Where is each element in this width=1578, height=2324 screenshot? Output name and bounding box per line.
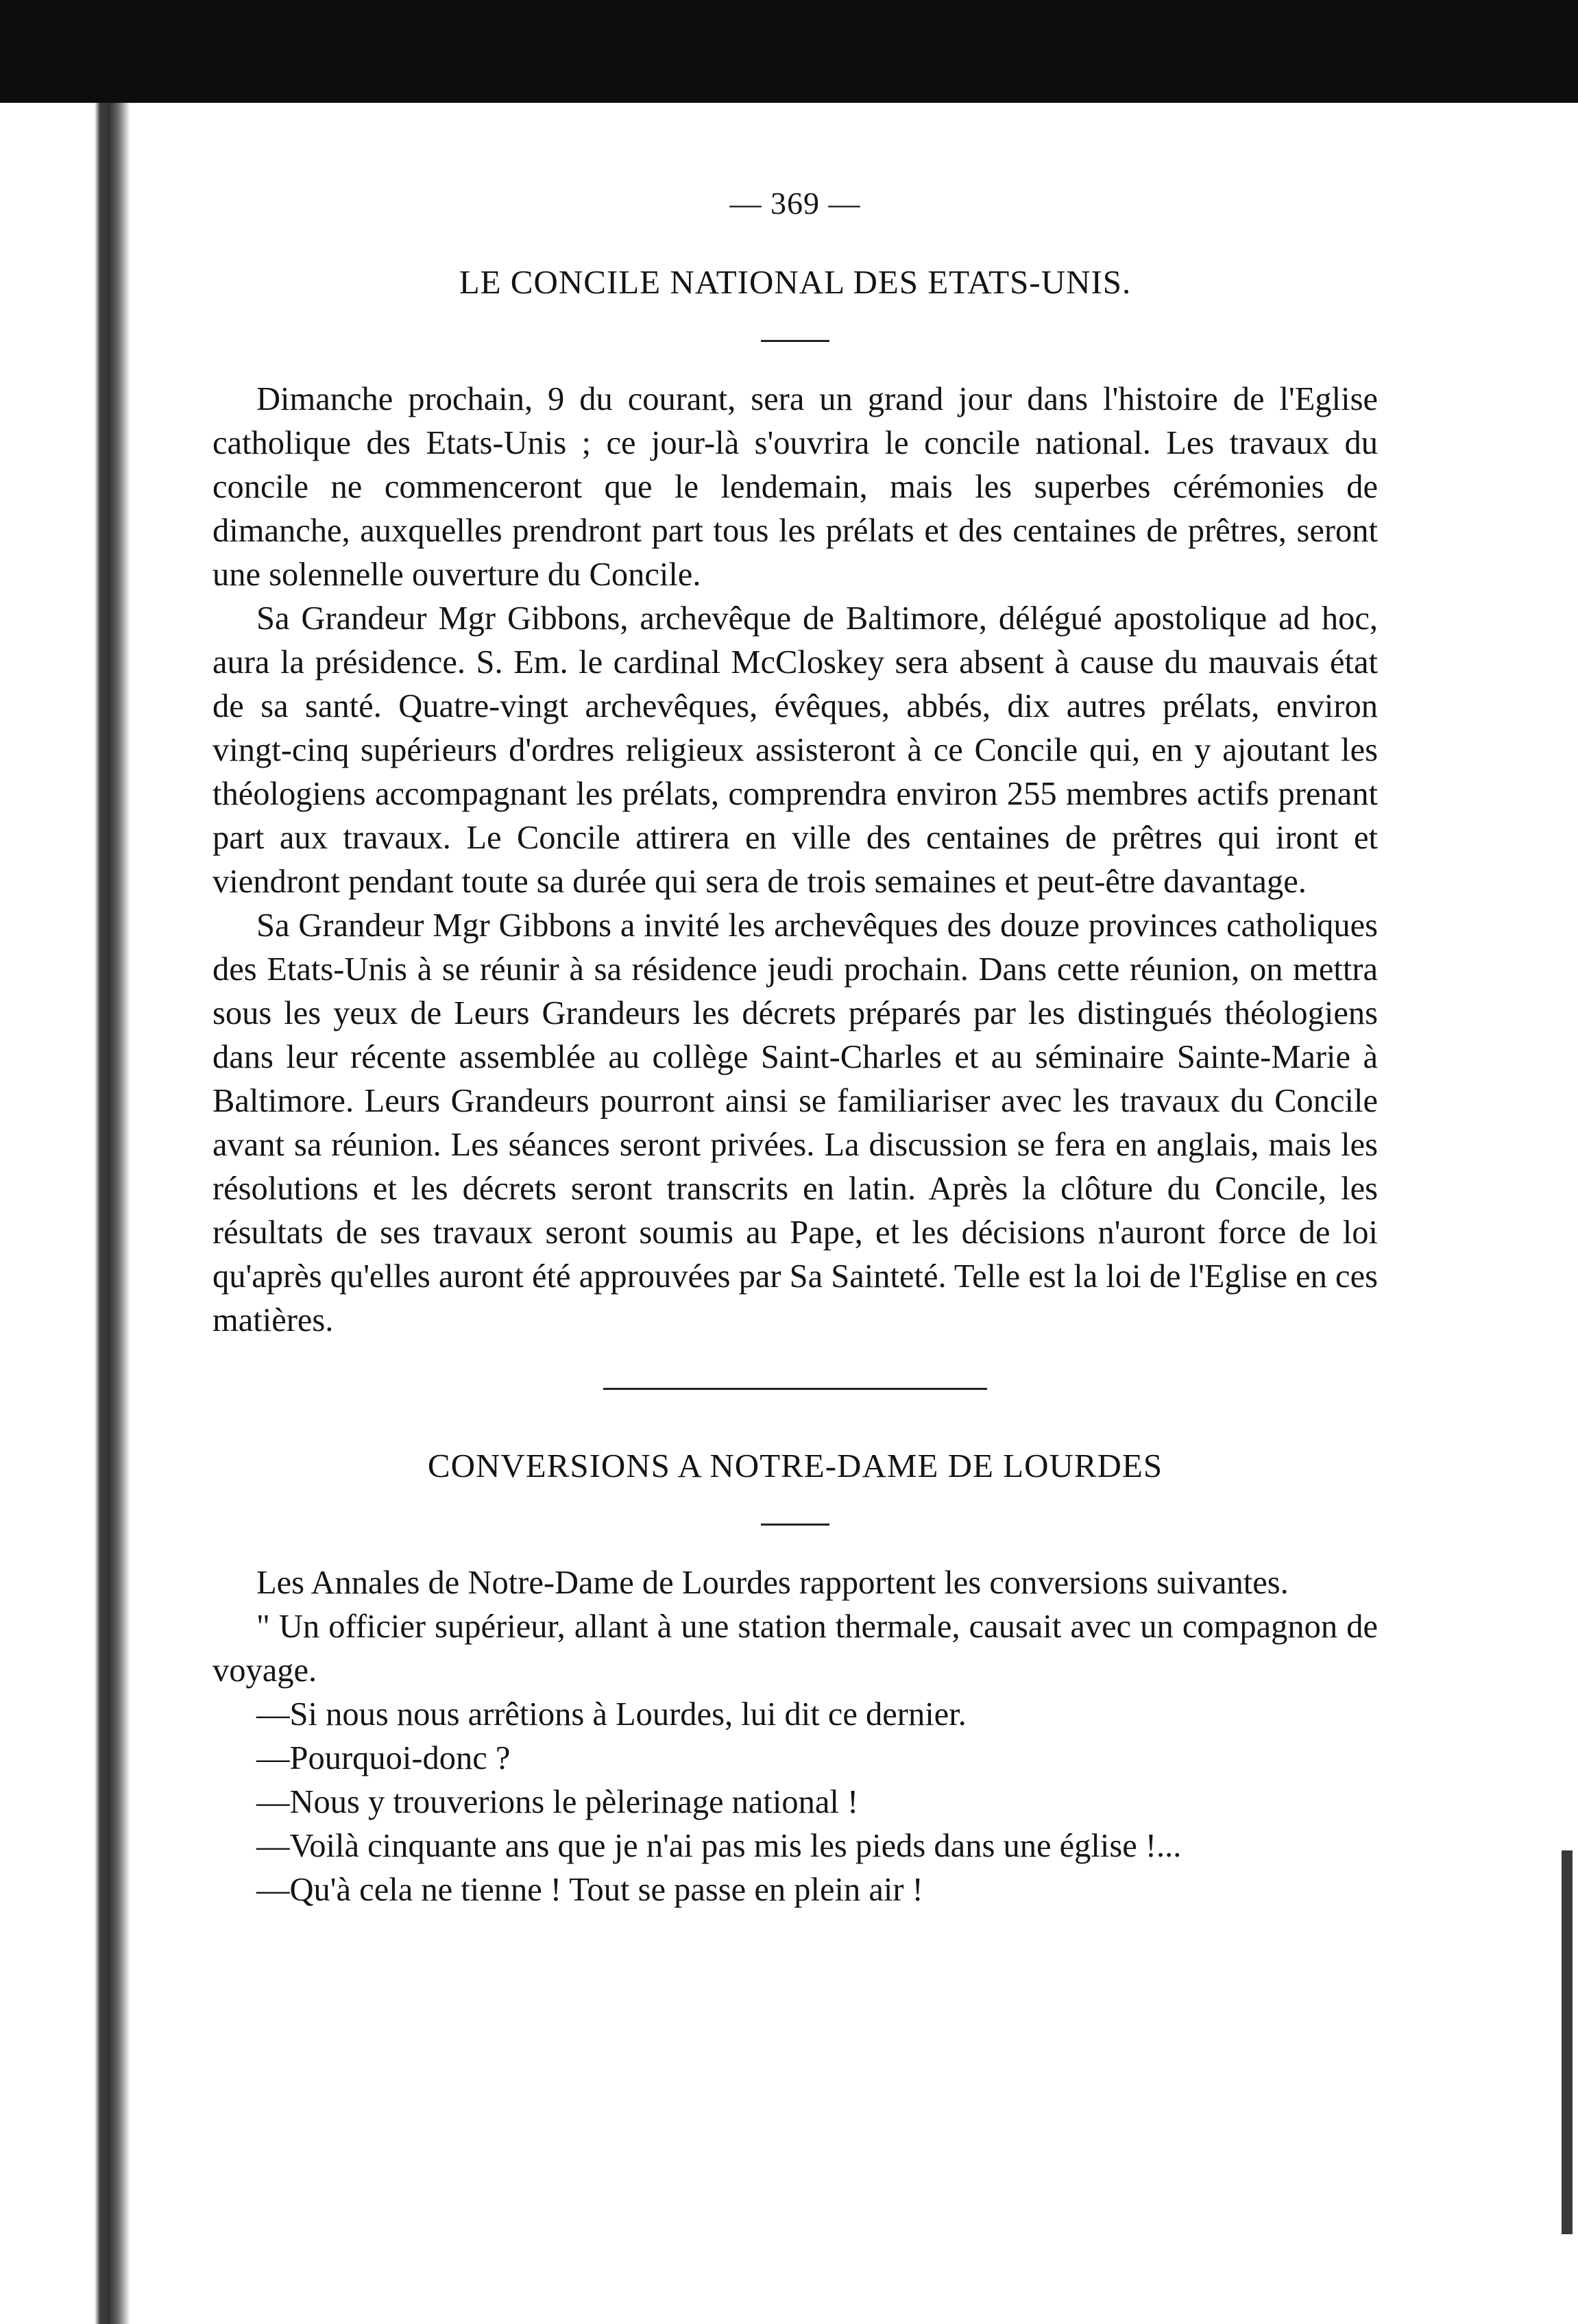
dialogue-line: —Pourquoi-donc ?	[256, 1740, 511, 1776]
paragraph: Sa Grandeur Mgr Gibbons, archevêque de Baltimore, délégué apostolique ad hoc, aura la présidence. S. Em. le cardinal McCloskey sera absent à cause du mauvais état de sa santé. Quatre-vingt archevêques, évêques, abbés, dix autres prélats, environ vingt-cinq supérieurs d'ordres religieux assisteront à ce Concile qui, en y ajoutant les théologiens accompagnant les prélats, comprendra environ 255 membres actifs prenant part aux travaux. Le Concile attirera en ville des centaines de prêtres qui iront et viendront pendant toute sa durée qui sera de trois semaines et peut-être davantage.	[213, 600, 1378, 900]
dialogue-line: —Nous y trouverions le pèlerinage national !	[256, 1784, 859, 1820]
paragraph: Les Annales de Notre-Dame de Lourdes rapportent les conversions suivantes.	[256, 1565, 1289, 1601]
page-number: — 369 —	[729, 186, 861, 221]
section-divider	[603, 1388, 987, 1390]
article-concile	[213, 262, 1378, 1343]
paragraph: Dimanche prochain, 9 du courant, sera un grand jour dans l'histoire de l'Eglise catholique des Etats-Unis ; ce jour-là s'ouvrira le concile national. Les travaux du concile ne commenceront que le lendemain, mais les superbes cérémonies de dimanche, auxquelles prendront part tous les prélats et des centaines de prêtres, seront une solennelle ouverture du Concile.	[213, 381, 1378, 593]
article-title: LE CONCILE NATIONAL DES ETATS-UNIS.	[459, 263, 1132, 301]
page-body	[213, 185, 1378, 1912]
article-title: CONVERSIONS A NOTRE-DAME DE LOURDES	[427, 1447, 1163, 1484]
dialogue-line: —Si nous nous arrêtions à Lourdes, lui dit ce dernier.	[256, 1696, 967, 1733]
dialogue-line: —Qu'à cela ne tienne ! Tout se passe en plein air !	[256, 1872, 923, 1908]
scan-binding-shadow	[41, 103, 130, 2324]
dialogue-line: —Voilà cinquante ans que je n'ai pas mis les pieds dans une église !...	[256, 1828, 1182, 1864]
article-conversions	[213, 1446, 1378, 1912]
paragraph: Sa Grandeur Mgr Gibbons a invité les archevêques des douze provinces catholiques des Etats-Unis à se réunir à sa résidence jeudi prochain. Dans cette réunion, on mettra sous les yeux de Leurs Grandeurs les décrets préparés par les distingués théologiens dans leur récente assemblée au collège Saint-Charles et au séminaire Sainte-Marie à Baltimore. Leurs Grandeurs pourront ainsi se familiariser avec les travaux du Concile avant sa réunion. Les séances seront privées. La discussion se fera en anglais, mais les résolutions et les décrets seront transcrits en latin. Après la clôture du Concile, les résultats de ses travaux seront soumis au Pape, et les décisions n'auront force de loi qu'après qu'elles auront été approuvées par Sa Sainteté. Telle est la loi de l'Eglise en ces matières.	[213, 907, 1378, 1338]
title-rule	[761, 340, 829, 342]
scan-right-edge-mark	[1562, 1850, 1573, 2234]
title-rule	[761, 1524, 829, 1526]
paragraph: " Un officier supérieur, allant à une station thermale, causait avec un compagnon de voyage.	[213, 1609, 1378, 1689]
scan-top-border	[0, 0, 1578, 103]
